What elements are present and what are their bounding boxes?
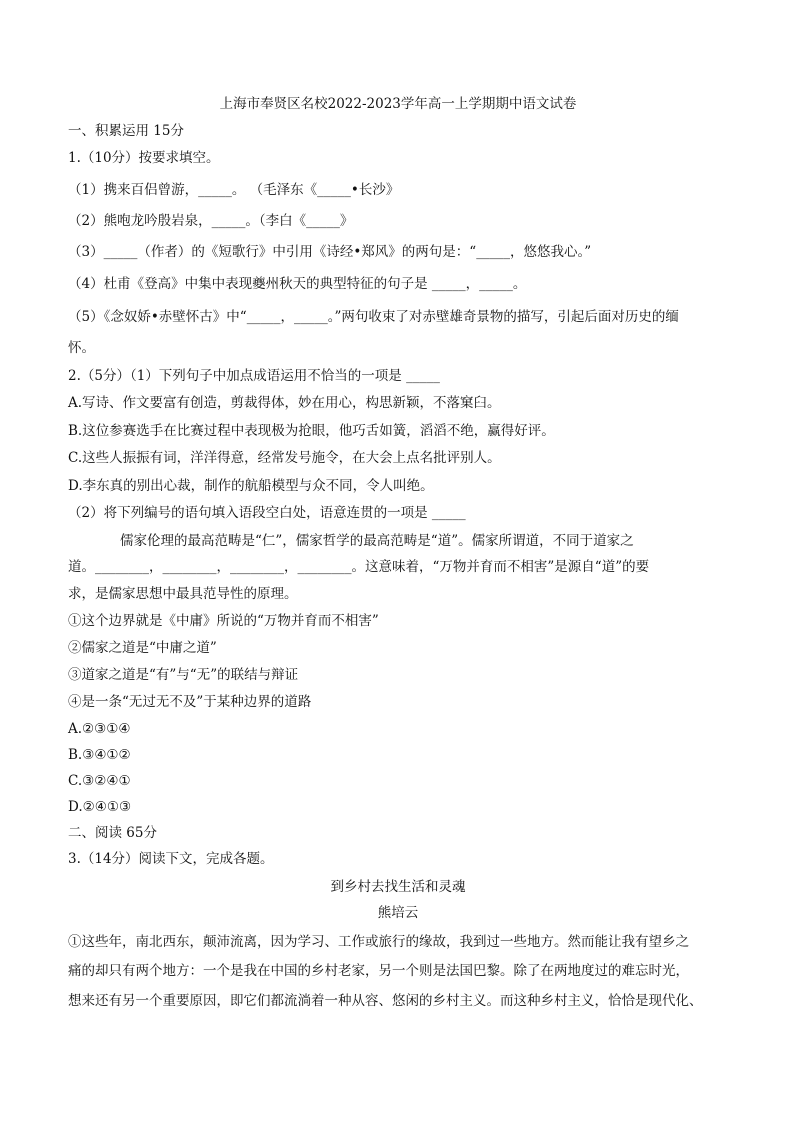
- article-title: 到乡村去找生活和灵魂: [330, 879, 466, 895]
- article-paragraph-line: 想来还有另一个重要原因，即它们都流淌着一种从容、悠闲的乡村主义。而这种乡村主义，恰恰是现代化、: [68, 993, 703, 1009]
- exam-title: 上海市奉贤区名校2022-2023学年高一上学期期中语文试卷: [219, 96, 577, 112]
- sentence-option: ①这个边界就是《中庸》所说的“万物并育而不相害”: [68, 613, 379, 629]
- article-paragraph-line: 痛的却只有两个地方：一个是我在中国的乡村老家，另一个则是法国巴黎。除了在两地度过的难忘时光，: [68, 963, 689, 979]
- question-1-item: （5）《念奴娇•赤壁怀古》中“_____，_____。”两句收束了对赤壁雄奇景物的描写，引起后面对历史的缅: [68, 309, 679, 325]
- answer-option: A.②③①④: [68, 721, 131, 737]
- answer-option: C.③②④①: [68, 773, 131, 789]
- question-2-option: A.写诗、作文要富有创造，剪裁得体，妙在用心，构思新颖，不落窠臼。: [68, 395, 501, 411]
- sentence-option: ④是一条“无过无不及”于某种边界的道路: [68, 694, 312, 710]
- section-heading-reading: 二、阅读 65分: [68, 825, 157, 841]
- question-3-stem: 3.（14分）阅读下文，完成各题。: [68, 851, 274, 867]
- answer-option: B.③④①②: [68, 747, 131, 763]
- section-heading-accumulation: 一、积累运用 15分: [68, 123, 184, 139]
- question-2-option: D.李东真的别出心裁，制作的航船模型与众不同，令人叫绝。: [68, 478, 434, 494]
- question-1-item: （3）_____（作者）的《短歌行》中引用《诗经•郑风》的两句是：“_____，悠悠我心。”: [68, 244, 592, 260]
- question-1-stem: 1.（10分）按要求填空。: [68, 150, 220, 166]
- question-2-stem: 2.（5分）（1）下列句子中加点成语运用不恰当的一项是 _____: [68, 368, 440, 384]
- article-paragraph-line: ①这些年，南北西东，颠沛流离，因为学习、工作或旅行的缘故，我到过一些地方。然而能让我有望乡之: [68, 934, 689, 950]
- passage-line: 求，是儒家思想中最具范导性的原理。: [68, 586, 298, 602]
- passage-line: 道。________，________，________，________。这意味着，“万物并育而不相害”是源自“道”的要: [68, 559, 650, 575]
- question-2-sub2: （2）将下列编号的语句填入语段空白处，语意连贯的一项是 _____: [68, 505, 466, 521]
- question-1-item: （1）携来百侣曾游，_____。 （毛泽东《_____•长沙》: [68, 182, 400, 198]
- sentence-option: ③道家之道是“有”与“无”的联结与辩证: [68, 667, 299, 683]
- question-2-option: C.这些人振振有词，洋洋得意，经常发号施令，在大会上点名批评别人。: [68, 450, 501, 466]
- sentence-option: ②儒家之道是“中庸之道”: [68, 640, 217, 656]
- question-1-item: 怀。: [68, 340, 95, 356]
- article-author: 熊培云: [377, 905, 419, 921]
- passage-line: 儒家伦理的最高范畴是“仁”，儒家哲学的最高范畴是“道”。儒家所谓道，不同于道家之: [120, 533, 634, 549]
- answer-option: D.②④①③: [68, 799, 132, 815]
- question-1-item: （4）杜甫《登高》中集中表现夔州秋天的典型特征的句子是 _____，_____。: [68, 276, 527, 292]
- question-1-item: （2）熊咆龙吟殷岩泉，_____。（李白《_____》: [68, 213, 354, 229]
- question-2-option: B.这位参赛选手在比赛过程中表现极为抢眼，他巧舌如簧，滔滔不绝，赢得好评。: [68, 423, 555, 439]
